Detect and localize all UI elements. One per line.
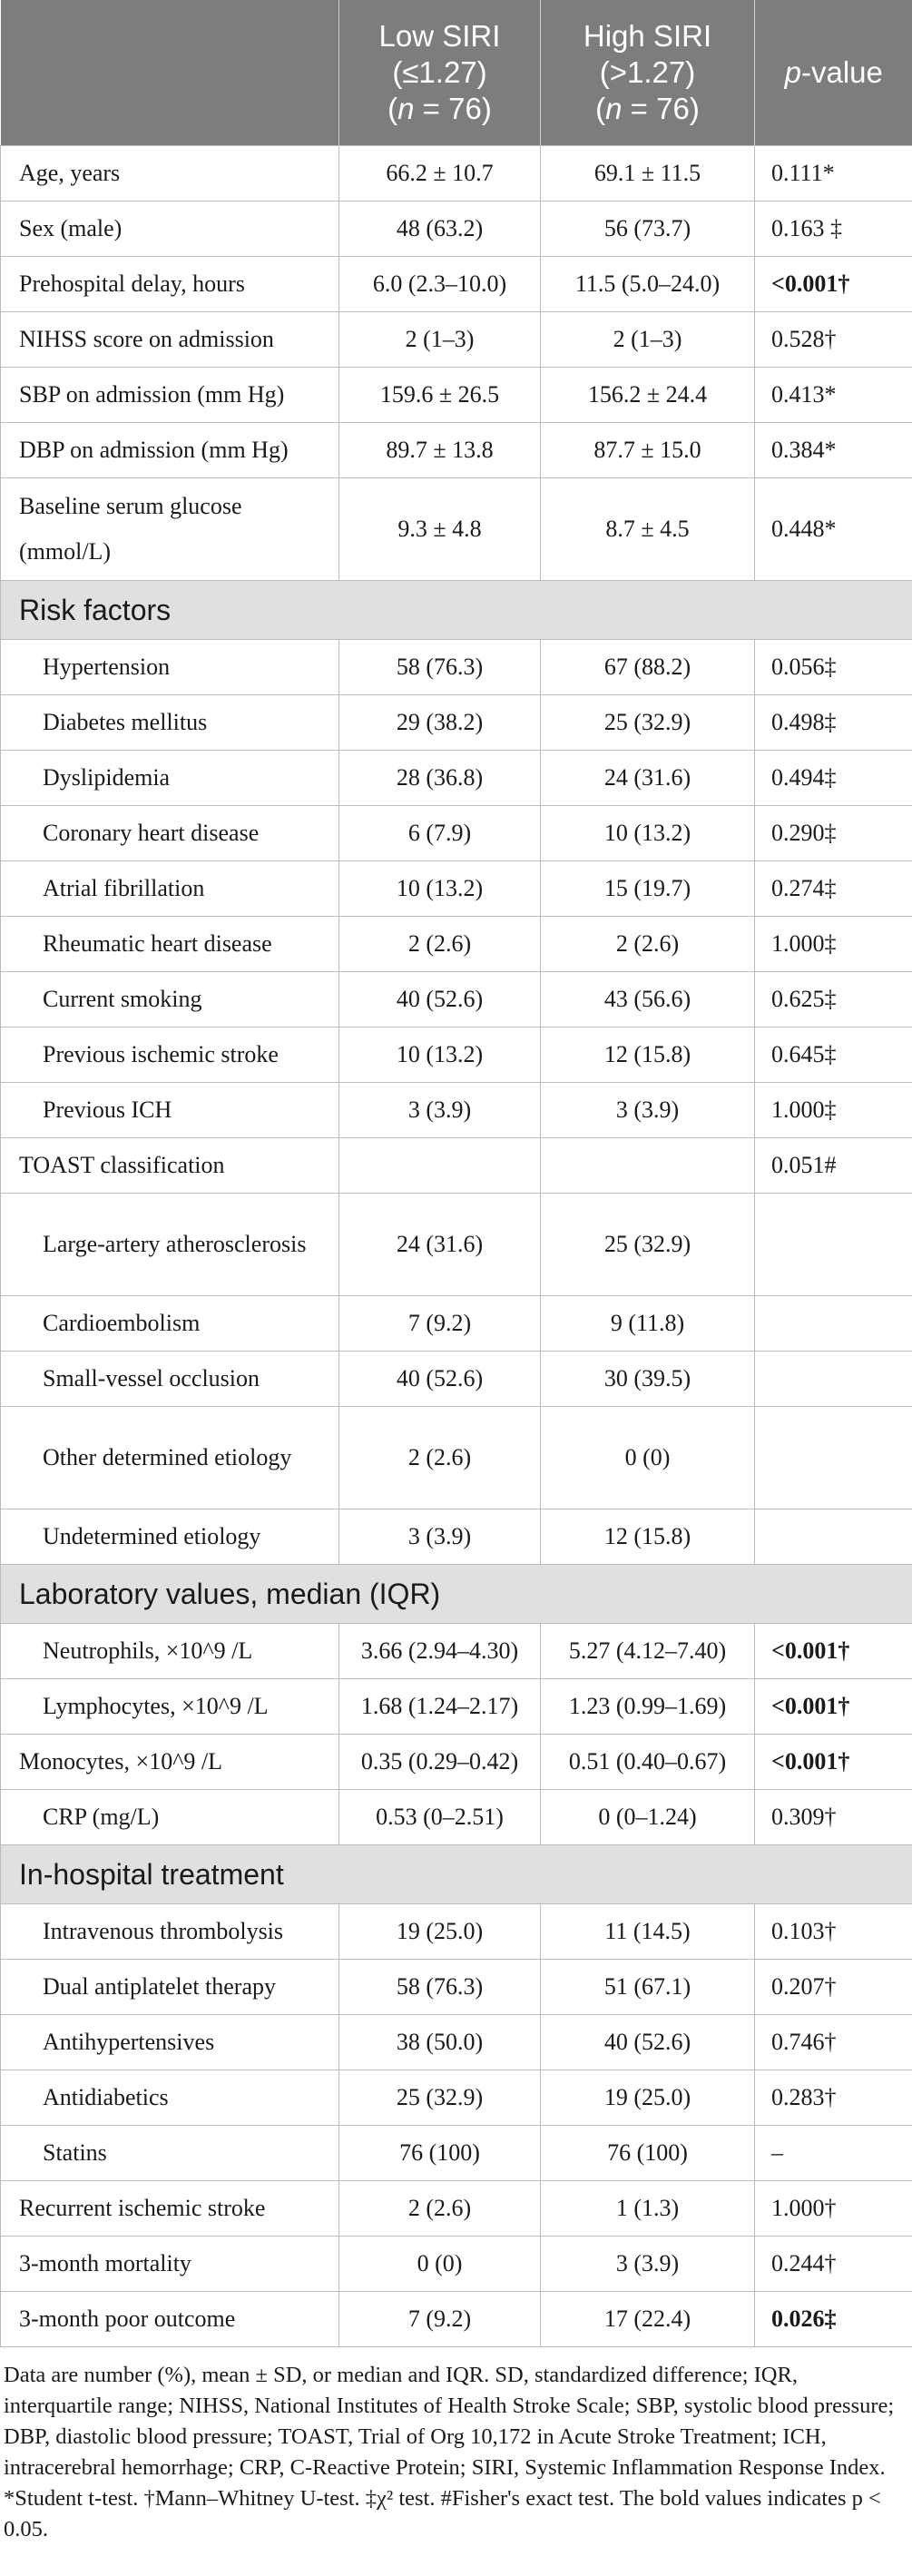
row-label: Intravenous thrombolysis (1, 1904, 339, 1960)
high-siri-value: 30 (39.5) (541, 1352, 755, 1407)
low-siri-value: 0 (0) (339, 2237, 541, 2292)
section-header-row (1, 581, 912, 640)
high-siri-value: 76 (100) (541, 2126, 755, 2181)
high-siri-value: 9 (11.8) (541, 1296, 755, 1352)
low-siri-value: 2 (2.6) (339, 2181, 541, 2237)
row-label: NIHSS score on admission (1, 312, 339, 368)
p-value-cell: 0.163 ‡ (755, 202, 912, 257)
low-siri-value: 24 (31.6) (339, 1194, 541, 1296)
high-siri-value: 51 (67.1) (541, 1960, 755, 2015)
table-row (1, 1735, 912, 1790)
section-header-row (1, 1845, 912, 1904)
p-value-cell: 1.000‡ (755, 1083, 912, 1138)
high-siri-value: 43 (56.6) (541, 972, 755, 1027)
header-row (1, 0, 912, 146)
row-label: Age, years (1, 146, 339, 202)
p-value-cell (755, 1352, 912, 1407)
header-high-threshold: (>1.27) (599, 55, 696, 89)
table-row (1, 917, 912, 972)
row-label: 3-month mortality (1, 2237, 339, 2292)
p-value-cell: <0.001† (755, 1679, 912, 1735)
high-siri-value: 11.5 (5.0–24.0) (541, 257, 755, 312)
table-row (1, 806, 912, 861)
row-label: Cardioembolism (1, 1296, 339, 1352)
table-body (1, 146, 912, 2347)
p-value-cell: 0.274‡ (755, 861, 912, 917)
high-siri-value: 56 (73.7) (541, 202, 755, 257)
row-label: Undetermined etiology (1, 1509, 339, 1565)
high-siri-value: 0 (0) (541, 1407, 755, 1509)
p-value-cell: 0.283† (755, 2070, 912, 2126)
table-row (1, 1138, 912, 1194)
p-value-cell: <0.001† (755, 1735, 912, 1790)
table-row (1, 368, 912, 423)
high-siri-value: 19 (25.0) (541, 2070, 755, 2126)
high-siri-value: 2 (1–3) (541, 312, 755, 368)
row-label: Monocytes, ×10^9 /L (1, 1735, 339, 1790)
table-row (1, 478, 912, 581)
high-siri-value: 8.7 ± 4.5 (541, 478, 755, 581)
row-label: 3-month poor outcome (1, 2292, 339, 2347)
high-siri-value: 25 (32.9) (541, 695, 755, 751)
low-siri-value: 2 (1–3) (339, 312, 541, 368)
header-low-n-symbol: n (397, 92, 415, 125)
low-siri-value: 40 (52.6) (339, 1352, 541, 1407)
p-value-cell: 1.000† (755, 2181, 912, 2237)
row-label: Previous ischemic stroke (1, 1027, 339, 1083)
p-value-cell: 0.207† (755, 1960, 912, 2015)
section-header-row (1, 1565, 912, 1624)
p-value-cell: 0.448* (755, 478, 912, 581)
row-label: Hypertension (1, 640, 339, 695)
table-row (1, 2237, 912, 2292)
high-siri-value: 12 (15.8) (541, 1027, 755, 1083)
row-label: Neutrophils, ×10^9 /L (1, 1624, 339, 1679)
table-row (1, 751, 912, 806)
header-high-title: High SIRI (583, 19, 712, 53)
low-siri-value: 1.68 (1.24–2.17) (339, 1679, 541, 1735)
high-siri-value: 11 (14.5) (541, 1904, 755, 1960)
table-row (1, 1407, 912, 1509)
row-label: Lymphocytes, ×10^9 /L (1, 1679, 339, 1735)
p-value-cell: 1.000‡ (755, 917, 912, 972)
table-row (1, 1027, 912, 1083)
p-value-cell: 0.494‡ (755, 751, 912, 806)
high-siri-value: 17 (22.4) (541, 2292, 755, 2347)
low-siri-value: 0.35 (0.29–0.42) (339, 1735, 541, 1790)
table-row (1, 146, 912, 202)
high-siri-value: 3 (3.9) (541, 2237, 755, 2292)
p-value-cell (755, 1407, 912, 1509)
low-siri-value (339, 1138, 541, 1194)
p-value-cell: 0.528† (755, 312, 912, 368)
p-value-cell: 0.051# (755, 1138, 912, 1194)
low-siri-value: 58 (76.3) (339, 1960, 541, 2015)
low-siri-value: 66.2 ± 10.7 (339, 146, 541, 202)
high-siri-value: 10 (13.2) (541, 806, 755, 861)
row-label: Prehospital delay, hours (1, 257, 339, 312)
p-value-cell: 0.026‡ (755, 2292, 912, 2347)
header-p-suffix: -value (800, 55, 883, 89)
p-value-cell: 0.746† (755, 2015, 912, 2070)
row-label: Rheumatic heart disease (1, 917, 339, 972)
p-value-cell: 0.384* (755, 423, 912, 478)
row-label: Baseline serum glucose (mmol/L) (1, 478, 339, 581)
row-label: Other determined etiology (1, 1407, 339, 1509)
table-row (1, 1624, 912, 1679)
low-siri-value: 7 (9.2) (339, 1296, 541, 1352)
table-row (1, 1960, 912, 2015)
section-title: In-hospital treatment (1, 1845, 912, 1904)
header-low-n-value: = 76) (414, 92, 492, 125)
section-title: Laboratory values, median (IQR) (1, 1565, 912, 1624)
low-siri-value: 3 (3.9) (339, 1509, 541, 1565)
table-row (1, 861, 912, 917)
row-label: Previous ICH (1, 1083, 339, 1138)
table-row (1, 1790, 912, 1845)
p-value-cell: <0.001† (755, 257, 912, 312)
row-label: Antidiabetics (1, 2070, 339, 2126)
table-row (1, 257, 912, 312)
p-value-cell: 0.056‡ (755, 640, 912, 695)
low-siri-value: 76 (100) (339, 2126, 541, 2181)
row-label: CRP (mg/L) (1, 1790, 339, 1845)
row-label: Coronary heart disease (1, 806, 339, 861)
high-siri-value: 1.23 (0.99–1.69) (541, 1679, 755, 1735)
row-label: DBP on admission (mm Hg) (1, 423, 339, 478)
high-siri-value: 0 (0–1.24) (541, 1790, 755, 1845)
header-high-n-symbol: n (605, 92, 623, 125)
p-value-cell (755, 1296, 912, 1352)
low-siri-value: 2 (2.6) (339, 917, 541, 972)
high-siri-value: 24 (31.6) (541, 751, 755, 806)
p-value-cell: 0.244† (755, 2237, 912, 2292)
table-row (1, 202, 912, 257)
p-value-cell (755, 1509, 912, 1565)
table-row (1, 2126, 912, 2181)
high-siri-value: 12 (15.8) (541, 1509, 755, 1565)
low-siri-value: 3.66 (2.94–4.30) (339, 1624, 541, 1679)
row-label: Dyslipidemia (1, 751, 339, 806)
header-p-value (755, 0, 912, 146)
row-label: Large-artery atherosclerosis (1, 1194, 339, 1296)
low-siri-value: 7 (9.2) (339, 2292, 541, 2347)
low-siri-value: 2 (2.6) (339, 1407, 541, 1509)
p-value-cell: – (755, 2126, 912, 2181)
row-label: Sex (male) (1, 202, 339, 257)
high-siri-value: 40 (52.6) (541, 2015, 755, 2070)
high-siri-value: 0.51 (0.40–0.67) (541, 1735, 755, 1790)
row-label: TOAST classification (1, 1138, 339, 1194)
header-low-threshold: (≤1.27) (392, 55, 487, 89)
table-row (1, 1194, 912, 1296)
p-value-cell: 0.413* (755, 368, 912, 423)
row-label: Diabetes mellitus (1, 695, 339, 751)
low-siri-value: 3 (3.9) (339, 1083, 541, 1138)
table-row (1, 1083, 912, 1138)
row-label: Antihypertensives (1, 2015, 339, 2070)
low-siri-value: 10 (13.2) (339, 861, 541, 917)
table-row (1, 640, 912, 695)
table-row (1, 1352, 912, 1407)
p-value-cell: 0.111* (755, 146, 912, 202)
low-siri-value: 58 (76.3) (339, 640, 541, 695)
table-row (1, 1679, 912, 1735)
table-row (1, 1509, 912, 1565)
low-siri-value: 6 (7.9) (339, 806, 541, 861)
header-low-title: Low SIRI (378, 19, 501, 53)
low-siri-value: 28 (36.8) (339, 751, 541, 806)
low-siri-value: 10 (13.2) (339, 1027, 541, 1083)
row-label: Current smoking (1, 972, 339, 1027)
table-row (1, 423, 912, 478)
low-siri-value: 38 (50.0) (339, 2015, 541, 2070)
section-title: Risk factors (1, 581, 912, 640)
low-siri-value: 40 (52.6) (339, 972, 541, 1027)
high-siri-value (541, 1138, 755, 1194)
table-row (1, 2292, 912, 2347)
high-siri-value: 25 (32.9) (541, 1194, 755, 1296)
p-value-cell: 0.645‡ (755, 1027, 912, 1083)
high-siri-value: 5.27 (4.12–7.40) (541, 1624, 755, 1679)
high-siri-value: 15 (19.7) (541, 861, 755, 917)
low-siri-value: 29 (38.2) (339, 695, 541, 751)
low-siri-value: 0.53 (0–2.51) (339, 1790, 541, 1845)
low-siri-value: 89.7 ± 13.8 (339, 423, 541, 478)
high-siri-value: 67 (88.2) (541, 640, 755, 695)
p-value-cell: 0.103† (755, 1904, 912, 1960)
p-value-cell: 0.309† (755, 1790, 912, 1845)
table-row (1, 1296, 912, 1352)
p-value-cell: 0.498‡ (755, 695, 912, 751)
high-siri-value: 87.7 ± 15.0 (541, 423, 755, 478)
low-siri-value: 19 (25.0) (339, 1904, 541, 1960)
high-siri-value: 69.1 ± 11.5 (541, 146, 755, 202)
low-siri-value: 48 (63.2) (339, 202, 541, 257)
table-row (1, 972, 912, 1027)
row-label: Small-vessel occlusion (1, 1352, 339, 1407)
p-value-cell: 0.625‡ (755, 972, 912, 1027)
p-value-cell: 0.290‡ (755, 806, 912, 861)
header-high-siri: High SIRI (>1.27) (n = 76) (541, 0, 755, 146)
p-value-cell: <0.001† (755, 1624, 912, 1679)
table-row (1, 312, 912, 368)
high-siri-value: 3 (3.9) (541, 1083, 755, 1138)
table-footnote: Data are number (%), mean ± SD, or median and IQR. SD, standardized difference; IQR, interquartile range; NIHSS, National Institutes of Health Stroke Scale; SBP, systolic blood pressure; DBP, diastolic blood pressure; TOAST, Trial of Org 10,172 in Acute Stroke Treatment; ICH, intracerebral hemorrhage; CRP, C-Reactive Protein; SIRI, Systemic Inflammation Response Index. *Student t-test. †Mann–Whitney U-test. ‡χ² test. #Fisher's exact test. The bold values indicates p < 0.05. (4, 2363, 895, 2542)
header-p-symbol: p (784, 55, 801, 89)
table-row (1, 2015, 912, 2070)
row-label: Statins (1, 2126, 339, 2181)
table-row (1, 695, 912, 751)
low-siri-value: 9.3 ± 4.8 (339, 478, 541, 581)
p-value-cell (755, 1194, 912, 1296)
row-label: SBP on admission (mm Hg) (1, 368, 339, 423)
table-row (1, 1904, 912, 1960)
high-siri-value: 156.2 ± 24.4 (541, 368, 755, 423)
row-label: Dual antiplatelet therapy (1, 1960, 339, 2015)
high-siri-value: 1 (1.3) (541, 2181, 755, 2237)
header-label-col (1, 0, 339, 146)
table-row (1, 2070, 912, 2126)
low-siri-value: 6.0 (2.3–10.0) (339, 257, 541, 312)
row-label: Atrial fibrillation (1, 861, 339, 917)
header-low-siri: Low SIRI (≤1.27) (n = 76) (339, 0, 541, 146)
high-siri-value: 2 (2.6) (541, 917, 755, 972)
low-siri-value: 25 (32.9) (339, 2070, 541, 2126)
row-label: Recurrent ischemic stroke (1, 2181, 339, 2237)
table-row (1, 2181, 912, 2237)
header-high-n-value: = 76) (622, 92, 700, 125)
low-siri-value: 159.6 ± 26.5 (339, 368, 541, 423)
